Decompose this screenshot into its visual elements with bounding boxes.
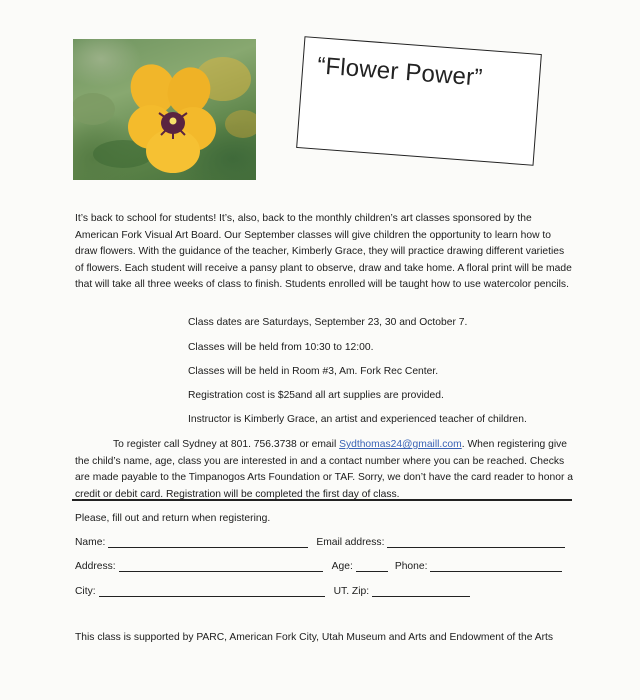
divider bbox=[72, 499, 572, 501]
name-field[interactable] bbox=[108, 536, 308, 548]
email-link[interactable]: Sydthomas24@gmaill.com bbox=[339, 439, 462, 450]
sponsors-footer: This class is supported by PARC, American Fork City, Utah Museum and Arts and Endowment of the Arts bbox=[75, 632, 554, 643]
city-field[interactable] bbox=[99, 585, 325, 597]
detail-registration-cost: Registration cost is $25and all art supplies are provided. bbox=[188, 390, 444, 401]
title-box bbox=[296, 36, 542, 166]
detail-class-room: Classes will be held in Room #3, Am. Fork Rec Center. bbox=[188, 366, 439, 377]
phone-field[interactable] bbox=[430, 560, 562, 572]
state-zip-label: UT. Zip: bbox=[333, 586, 370, 597]
form-instructions: Please, fill out and return when registering. bbox=[75, 513, 271, 524]
name-label: Name: bbox=[75, 537, 106, 548]
phone-label: Phone: bbox=[394, 561, 428, 572]
form-row-address bbox=[75, 560, 562, 572]
email-label: Email address: bbox=[316, 537, 385, 548]
registration-text-after: . When registering give the child’s name, age, class you are interested in and a contact number where you can be reached. Checks are made payable to the Timpanogos Arts Foundation or TAF. Sorry, we don’t have the card reader to honor a credit or debit card. Registration will be completed the first day of class. bbox=[75, 439, 573, 500]
form-row-name-email bbox=[75, 536, 565, 548]
pansy-flower-image bbox=[73, 39, 256, 180]
detail-instructor: Instructor is Kimberly Grace, an artist and experienced teacher of children. bbox=[188, 414, 527, 425]
detail-class-dates: Class dates are Saturdays, September 23, 30 and October 7. bbox=[188, 317, 468, 328]
age-label: Age: bbox=[331, 561, 353, 572]
age-field[interactable] bbox=[356, 560, 388, 572]
address-field[interactable] bbox=[119, 560, 323, 572]
zip-field[interactable] bbox=[372, 585, 470, 597]
city-label: City: bbox=[75, 586, 96, 597]
form-row-city bbox=[75, 585, 470, 597]
address-label: Address: bbox=[75, 561, 116, 572]
pansy-photo bbox=[73, 39, 256, 180]
email-field[interactable] bbox=[387, 536, 565, 548]
registration-text-before: To register call Sydney at 801. 756.3738 or email bbox=[113, 439, 340, 450]
intro-paragraph: It’s back to school for students! It’s, also, back to the monthly children’s art classes sponsored by the American Fork Visual Art Board. Our September classes will give children the opportunity to learn how to draw flowers. With the guidance of the teacher, Kimberly Grace, they will practice drawing different varieties of flowers. Each student will receive a pansy plant to observe, draw and take home. A floral print will be made that will take all three weeks of class to finish. Students enrolled will be taught how to use watercolor pencils. bbox=[75, 213, 572, 291]
page-title: “Flower Power” bbox=[316, 52, 484, 92]
registration-paragraph bbox=[75, 437, 575, 503]
detail-class-times: Classes will be held from 10:30 to 12:00. bbox=[188, 342, 374, 353]
